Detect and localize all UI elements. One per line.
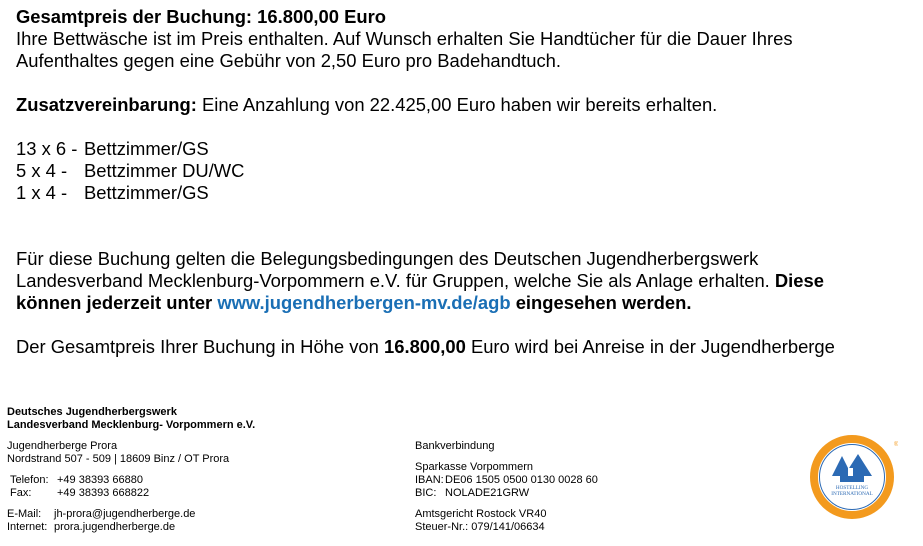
fax-value: +49 38393 668822	[57, 487, 150, 499]
linen-info-line-1: Ihre Bettwäsche ist im Preis enthalten. Auf Wunsch erhalten Sie Handtücher für die Dauer Ihres	[16, 28, 793, 49]
logo-text-line-1: HOSTELLING	[835, 485, 869, 491]
additional-agreement	[16, 94, 906, 116]
terms-line-1: Für diese Buchung gelten die Belegungsbedingungen des Deutschen Jugendherbergswerk	[16, 248, 759, 269]
registered-mark: ®	[894, 442, 898, 448]
hostel-name: Jugendherberge Prora	[7, 440, 118, 452]
iban-value: DE06 1505 0500 0130 0028 60	[445, 474, 598, 486]
logo-text-line-2: INTERNATIONAL	[831, 491, 873, 497]
internet-label: Internet:	[7, 521, 48, 533]
bic-value: NOLADE21GRW	[445, 487, 530, 499]
bic-row	[415, 487, 598, 500]
iban-label: IBAN:	[415, 474, 444, 486]
email-value[interactable]: jh-prora@jugendherberge.de	[54, 508, 196, 520]
phone-row	[7, 474, 255, 487]
hostelling-international-logo	[808, 432, 898, 522]
internet-row	[7, 521, 255, 534]
org-name-line-1: Deutsches Jugendherbergswerk	[7, 406, 177, 418]
room-type: Bettzimmer/GS	[84, 182, 209, 203]
additional-agreement-label: Zusatzvereinbarung:	[16, 94, 197, 115]
email-row	[7, 508, 255, 521]
terms-line-3-bold-a: können jederzeit unter	[16, 292, 218, 313]
payment-line	[16, 336, 906, 358]
room-line	[16, 160, 906, 182]
linen-info-line-2: Aufenthaltes gegen eine Gebühr von 2,50 Euro pro Badehandtuch.	[16, 50, 561, 71]
fax-label: Fax:	[10, 487, 32, 499]
email-label: E-Mail:	[7, 508, 42, 520]
internet-value[interactable]: prora.jugendherberge.de	[54, 521, 176, 533]
room-line	[16, 182, 906, 204]
terms-line-2	[16, 270, 906, 292]
payment-amount: 16.800,00	[384, 336, 466, 357]
terms-link[interactable]: www.jugendherbergen-mv.de/agb	[217, 292, 511, 313]
tax-number: Steuer-Nr.: 079/141/06634	[415, 521, 545, 533]
hostel-address: Nordstrand 507 - 509 | 18609 Binz / OT Prora	[7, 453, 230, 465]
room-quantity: 1 x 4 -	[16, 182, 68, 203]
terms-line-3	[16, 292, 906, 314]
org-name-line-2: Landesverband Mecklenburg- Vorpommern e.V.	[7, 419, 256, 431]
additional-agreement-text: Eine Anzahlung von 22.425,00 Euro haben wir bereits erhalten.	[196, 94, 718, 115]
footer-bank	[415, 440, 598, 534]
payment-text-b: Euro wird bei Anreise in der Jugendherberge	[465, 336, 835, 357]
room-line	[16, 138, 906, 160]
booking-text	[16, 6, 906, 358]
court-register: Amtsgericht Rostock VR40	[415, 508, 547, 520]
iban-row	[415, 474, 598, 487]
room-type: Bettzimmer DU/WC	[84, 160, 245, 181]
room-quantity: 13 x 6 -	[16, 138, 78, 159]
footer-organization	[7, 406, 255, 534]
phone-label: Telefon:	[10, 474, 49, 486]
total-price-heading: Gesamtpreis der Buchung: 16.800,00 Euro	[16, 6, 386, 27]
terms-line-3-bold-b: eingesehen werden.	[510, 292, 692, 313]
phone-value: +49 38393 66880	[57, 474, 143, 486]
fax-row	[7, 487, 255, 500]
terms-line-2-text: Landesverband Mecklenburg-Vorpommern e.V. für Gruppen, welche Sie als Anlage erhalten.	[16, 270, 775, 291]
payment-text-a: Der Gesamtpreis Ihrer Buchung in Höhe von	[16, 336, 384, 357]
bic-label: BIC:	[415, 487, 437, 499]
bank-heading: Bankverbindung	[415, 440, 495, 452]
room-quantity: 5 x 4 -	[16, 160, 68, 181]
bank-name: Sparkasse Vorpommern	[415, 461, 533, 473]
room-type: Bettzimmer/GS	[84, 138, 209, 159]
terms-line-2-bold: Diese	[774, 270, 824, 291]
